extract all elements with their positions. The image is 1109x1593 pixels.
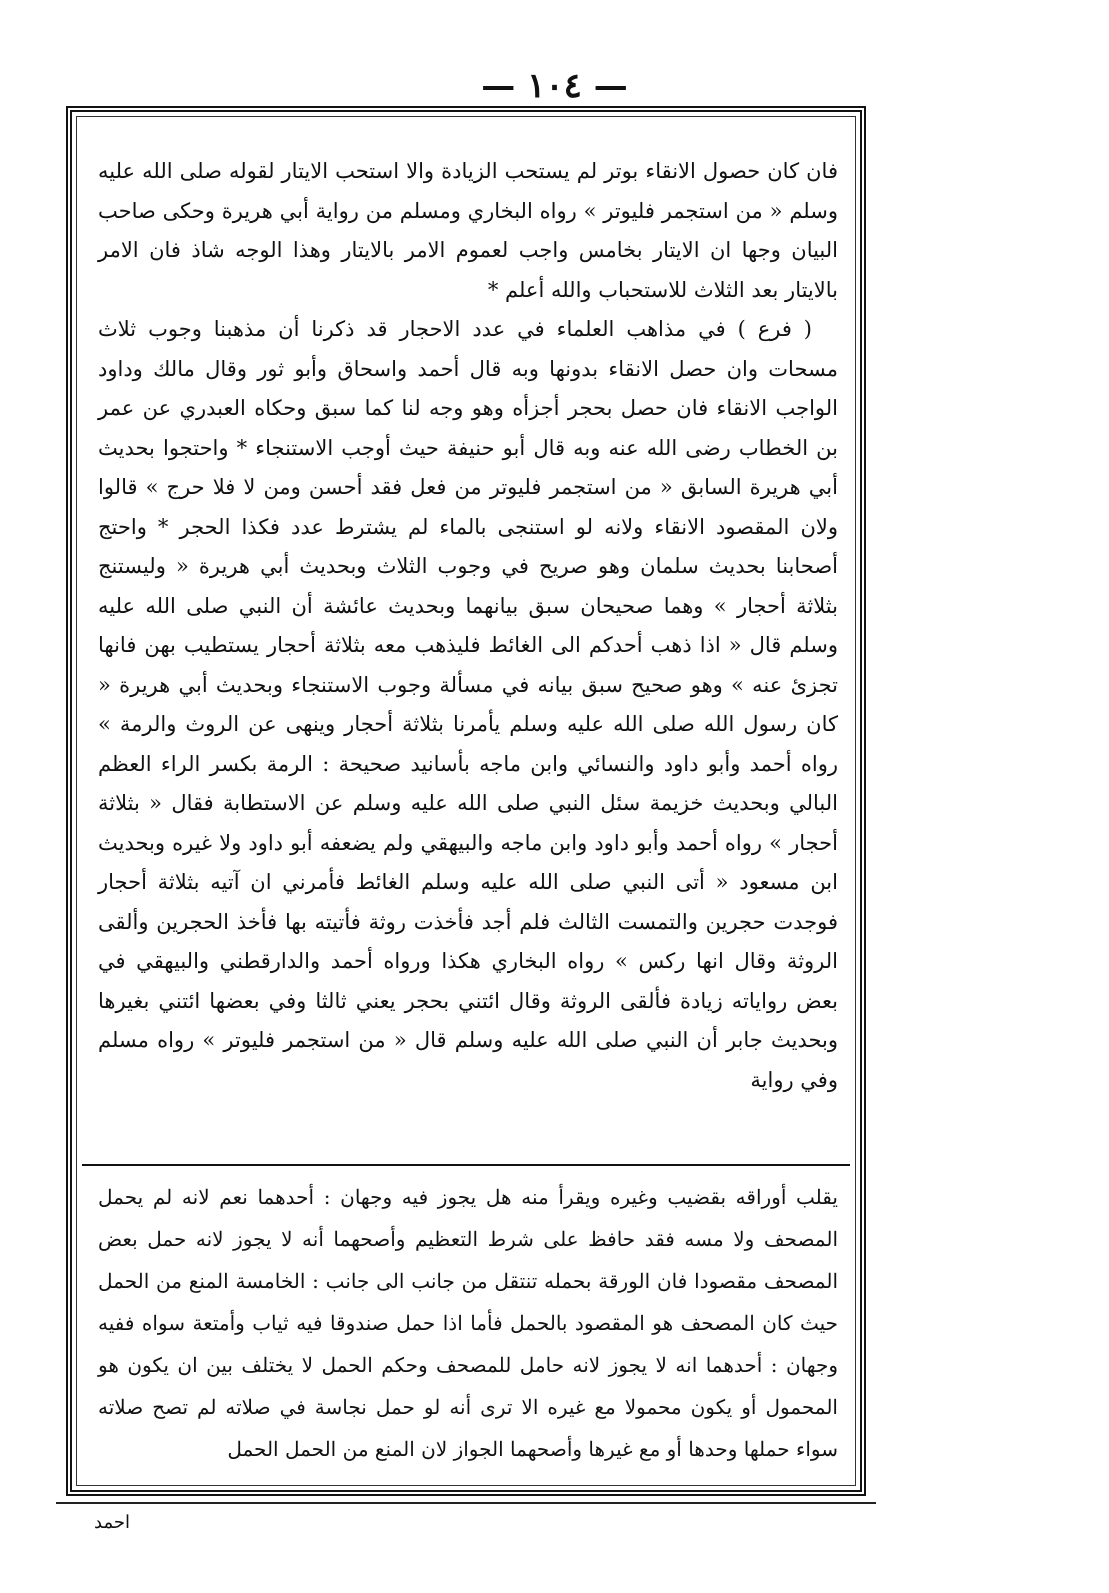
footnote-text: يقلب أوراقه بقضيب وغيره ويقرأ منه هل يجوز فيه وجهان : أحدهما نعم لانه لم يحمل المصحف ولا مسه فقد حافظ على شرط التعظيم وأصحهما أنه لا يجوز لانه حمل بعض المصحف مقصودا فان الورقة بحمله تنتقل من جانب الى جانب : الخامسة المنع من الحمل حيث كان المصحف هو المقصود بالحمل فأما اذا حمل صندوقا فيه ثياب وأمتعة سواه ففيه وجهان : أحدهما انه لا يجوز لانه حامل للمصحف وحكم الحمل لا يختلف بين ان يكون هو المحمول أو يكون محمولا مع غيره الا ترى أنه لو حمل نجاسة في صلاته لم تصح صلاته سواء حملها وحدها أو مع غيرها وأصحهما الجواز لان المنع من الحمل الحمل [98, 1185, 838, 1461]
main-text [98, 152, 838, 1100]
signature-mark: احمد [94, 1512, 130, 1533]
footnote-divider [82, 1164, 850, 1166]
bottom-rule [56, 1502, 876, 1504]
footnote-block [98, 1176, 838, 1470]
main-paragraph-2: ( فرع ) في مذاهب العلماء في عدد الاحجار قد ذكرنا أن مذهبنا وجوب ثلاث مسحات وان حصل الانقاء بدونها وبه قال أحمد واسحاق وأبو ثور وقال مالك وداود الواجب الانقاء فان حصل بحجر أجزأه وهو وجه لنا كما سبق وحكاه العبدري عن عمر بن الخطاب رضى الله عنه وبه قال أبو حنيفة حيث أوجب الاستنجاء * واحتجوا بحديث أبي هريرة السابق « من استجمر فليوتر من فعل فقد أحسن ومن لا فلا حرج » قالوا ولان المقصود الانقاء ولانه لو استنجى بالماء لم يشترط عدد فكذا الحجر * واحتج أصحابنا بحديث سلمان وهو صريح في وجوب الثلاث وبحديث أبي هريرة « وليستنج بثلاثة أحجار » وهما صحيحان سبق بيانهما وبحديث عائشة أن النبي صلى الله عليه وسلم قال « اذا ذهب أحدكم الى الغائط فليذهب معه بثلاثة أحجار يستطيب بهن فانها تجزئ عنه » وهو صحيح سبق بيانه في مسألة وجوب الاستنجاء وبحديث أبي هريرة « كان رسول الله صلى الله عليه وسلم يأمرنا بثلاثة أحجار وينهى عن الروث والرمة » رواه أحمد وأبو داود والنسائي وابن ماجه بأسانيد صحيحة : الرمة بكسر الراء العظم البالي وبحديث خزيمة سئل النبي صلى الله عليه وسلم عن الاستطابة فقال « بثلاثة أحجار » رواه أحمد وأبو داود وابن ماجه والبيهقي ولم يضعفه أبو داود ولا غيره وبحديث ابن مسعود « أتى النبي صلى الله عليه وسلم الغائط فأمرني ان آتيه بثلاثة أحجار فوجدت حجرين والتمست الثالث فلم أجد فأخذت روثة فأتيته بها فأخذ الحجرين وألقى الروثة وقال انها ركس » رواه البخاري هكذا ورواه أحمد والدارقطني والبيهقي في بعض رواياته زيادة فألقى الروثة وقال ائتني بحجر يعني ثالثا وفي بعضها ائتني بغيرها وبحديث جابر أن النبي صلى الله عليه وسلم قال « من استجمر فليوتر » رواه مسلم وفي رواية [98, 317, 838, 1092]
main-paragraph-1: فان كان حصول الانقاء بوتر لم يستحب الزيادة والا استحب الايتار لقوله صلى الله عليه وسلم « من استجمر فليوتر » رواه البخاري ومسلم من رواية أبي هريرة وحكى صاحب البيان وجها ان الايتار بخامس واجب لعموم الامر بالايتار وهذا الوجه شاذ فان الامر بالايتار بعد الثلاث للاستحباب والله أعلم * [98, 159, 838, 302]
page-frame [66, 106, 866, 1496]
page-number: — ١٠٤ — [481, 66, 628, 106]
